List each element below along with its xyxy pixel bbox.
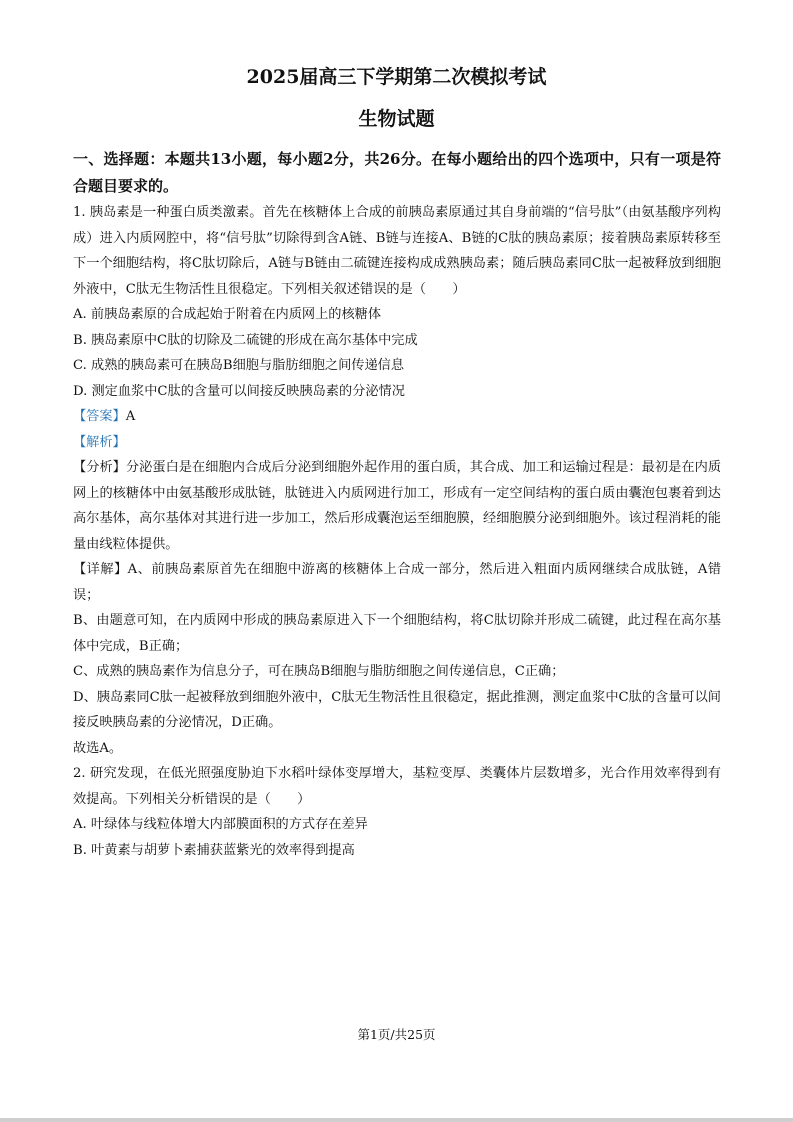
xiangjie-tag: 【详解】 [73, 562, 128, 577]
fenxi-paragraph [73, 455, 721, 557]
answer-tag: 【答案】 [73, 409, 126, 424]
answer-value: A [125, 409, 136, 424]
exam-title: 2025届高三下学期第二次模拟考试 [246, 66, 547, 88]
question-1-option-c: C. 成熟的胰岛素可在胰岛B细胞与脂肪细胞之间传递信息 [73, 358, 405, 373]
section-heading: 一、选择题：本题共13小题，每小题2分，共26分。在每小题给出的四个选项中，只有一项是符合题目要求的。 [73, 150, 721, 195]
page-footer: 第1页/共25页 [357, 1027, 436, 1042]
analysis-line [73, 430, 721, 456]
page-body [73, 146, 721, 863]
analysis-tag: 【解析】 [73, 434, 126, 450]
question-2-option-b: B. 叶黄素与胡萝卜素捕获蓝紫光的效率得到提高 [73, 842, 355, 858]
subject-title: 生物试题 [358, 108, 435, 130]
conclusion: 故选A。 [73, 740, 123, 756]
page-bottom-edge [0, 1118, 793, 1122]
xiangjie-paragraph-a [73, 557, 721, 608]
question-1-option-b: B. 胰岛素原中C肽的切除及二硫键的形成在高尔基体中完成 [73, 332, 418, 348]
question-1-stem: 1. 胰岛素是一种蛋白质类激素。首先在核糖体上合成的前胰岛素原通过其自身前端的“信号肽”（由氨基酸序列构成）进入内质网腔中，将“信号肽”切除得到含A链、B链与连接A、B链的C肽的胰岛素原；接着胰岛素原转移至下一个细胞结构，将C肽切除后，A链与B链由二硫键连接构成成熟胰岛素；随后胰岛素同C肽一起被释放到细胞外液中，C肽无生物活性且很稳定。下列相关叙述错误的是（ ） [73, 205, 721, 297]
question-1-option-d: D. 测定血浆中C肽的含量可以间接反映胰岛素的分泌情况 [73, 383, 405, 399]
xiangjie-paragraph-d: D、胰岛素同C肽一起被释放到细胞外液中，C肽无生物活性且很稳定，据此推测，测定血浆中C肽的含量可以间接反映胰岛素的分泌情况，D正确。 [73, 689, 721, 730]
question-2-stem: 2. 研究发现，在低光照强度胁迫下水稻叶绿体变厚增大，基粒变厚、类囊体片层数增多，光合作用效率得到有效提高。下列相关分析错误的是（ ） [73, 766, 721, 807]
xiangjie-paragraph-b: B、由题意可知，在内质网中形成的胰岛素原进入下一个细胞结构，将C肽切除并形成二硫键，此过程在高尔基体中完成，B正确； [73, 613, 721, 654]
question-2-option-a: A. 叶绿体与线粒体增大内部膜面积的方式存在差异 [73, 817, 368, 832]
xiangjie-a-text: A、前胰岛素原首先在细胞中游离的核糖体上合成一部分，然后进入粗面内质网继续合成肽链，A错误； [73, 562, 722, 603]
answer-line [73, 404, 721, 430]
xiangjie-paragraph-c: C、成熟的胰岛素作为信息分子，可在胰岛B细胞与脂肪细胞之间传递信息，C正确； [73, 664, 565, 679]
question-1-option-a: A. 前胰岛素原的合成起始于附着在内质网上的核糖体 [73, 307, 382, 322]
fenxi-text: 分泌蛋白是在细胞内合成后分泌到细胞外起作用的蛋白质，其合成、加工和运输过程是：最初是在内质网上的核糖体中由氨基酸形成肽链，肽链进入内质网进行加工，形成有一定空间结构的蛋白质由囊泡包裹着到达高尔基体，高尔基体对其进行进一步加工，然后形成囊泡运至细胞膜，经细胞膜分泌到细胞外。该过程消耗的能量由线粒体提供。 [73, 460, 722, 552]
fenxi-tag: 【分析】 [73, 460, 126, 475]
